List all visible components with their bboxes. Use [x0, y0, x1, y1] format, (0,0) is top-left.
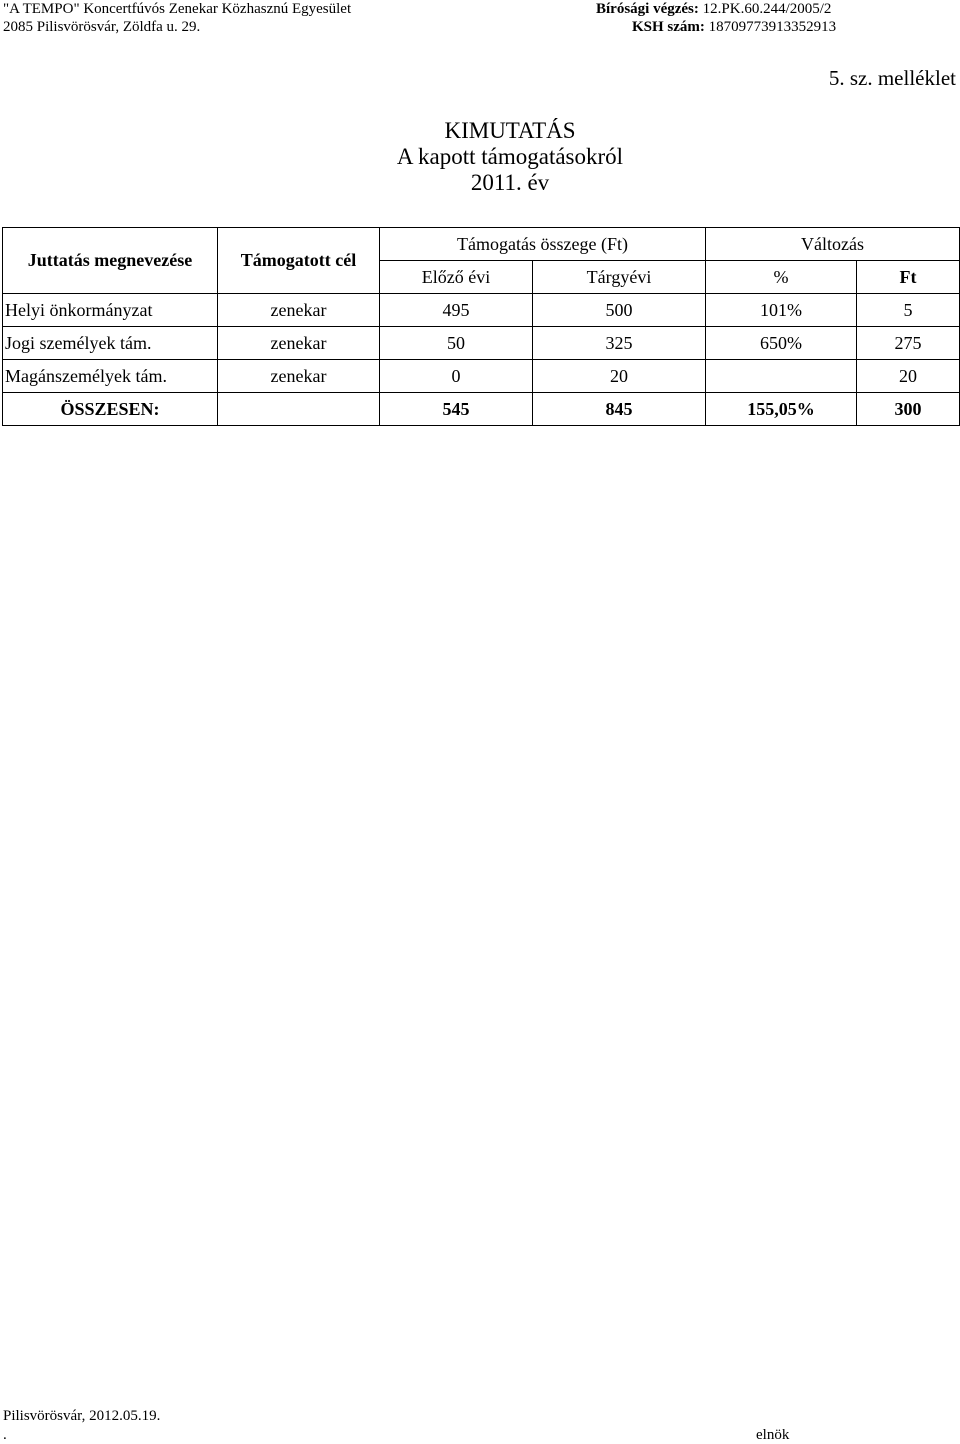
- annex-label: 5. sz. melléklet: [828, 66, 956, 90]
- row-ft: 20: [857, 360, 960, 393]
- table-row: [3, 360, 960, 393]
- total-prev: 545: [380, 393, 533, 426]
- row-name: Helyi önkormányzat: [3, 294, 218, 327]
- table-row: [3, 294, 960, 327]
- row-prev: 0: [380, 360, 533, 393]
- signer-role: elnök: [756, 1427, 790, 1443]
- row-curr: 20: [533, 360, 706, 393]
- row-prev: 495: [380, 294, 533, 327]
- ksh-number-label: KSH szám:: [632, 19, 705, 35]
- court-order-label: Bírósági végzés:: [596, 1, 699, 17]
- row-name: Jogi személyek tám.: [3, 327, 218, 360]
- table-row: [3, 327, 960, 360]
- total-label: ÖSSZESEN:: [3, 393, 218, 426]
- signature-dot: .: [3, 1427, 7, 1443]
- ksh-number-value: 18709773913352913: [708, 19, 837, 35]
- header-current-year: Tárgyévi: [533, 261, 706, 294]
- ksh-number-line: [632, 18, 836, 36]
- table-header-row-1: [3, 228, 960, 261]
- row-purpose: zenekar: [218, 294, 380, 327]
- total-pct: 155,05%: [706, 393, 857, 426]
- document-title: [300, 118, 720, 196]
- row-name: Magánszemélyek tám.: [3, 360, 218, 393]
- total-purpose: [218, 393, 380, 426]
- support-summary-table: [2, 227, 960, 426]
- header-amount-group: Támogatás összege (Ft): [380, 228, 706, 261]
- row-prev: 50: [380, 327, 533, 360]
- row-pct: 101%: [706, 294, 857, 327]
- total-curr: 845: [533, 393, 706, 426]
- row-ft: 275: [857, 327, 960, 360]
- header-change-group: Változás: [706, 228, 960, 261]
- court-order-number: 12.PK.60.244/2005/2: [702, 1, 832, 17]
- organization-name: "A TEMPO" Koncertfúvós Zenekar Közhasznú Egyesület: [3, 1, 352, 17]
- row-pct: 650%: [706, 327, 857, 360]
- signing-place-date: Pilisvörösvár, 2012.05.19.: [3, 1408, 161, 1424]
- row-pct: [706, 360, 857, 393]
- header-name: Juttatás megnevezése: [3, 228, 218, 294]
- row-purpose: zenekar: [218, 360, 380, 393]
- total-row: [3, 393, 960, 426]
- header-ft: Ft: [857, 261, 960, 294]
- header-pct: %: [706, 261, 857, 294]
- row-curr: 325: [533, 327, 706, 360]
- header-purpose: Támogatott cél: [218, 228, 380, 294]
- row-purpose: zenekar: [218, 327, 380, 360]
- organization-address: 2085 Pilisvörösvár, Zöldfa u. 29.: [3, 19, 201, 35]
- title-line-1: KIMUTATÁS: [444, 118, 576, 143]
- total-ft: 300: [857, 393, 960, 426]
- row-ft: 5: [857, 294, 960, 327]
- header-prev-year: Előző évi: [380, 261, 533, 294]
- title-line-2: A kapott támogatásokról: [396, 144, 624, 169]
- court-order-line: [596, 0, 831, 18]
- row-curr: 500: [533, 294, 706, 327]
- title-line-3: 2011. év: [470, 170, 550, 195]
